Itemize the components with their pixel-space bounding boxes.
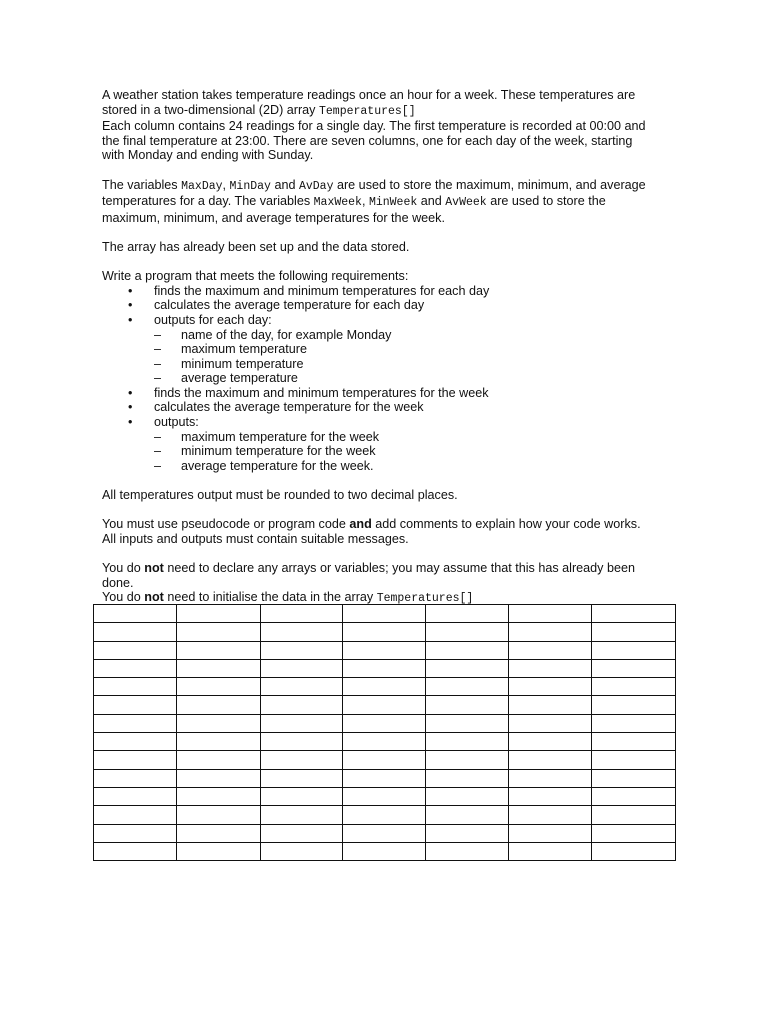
grid-cell[interactable] <box>261 641 343 659</box>
sub-item-text: name of the day, for example Monday <box>181 327 392 342</box>
grid-cell[interactable] <box>177 605 261 623</box>
text-fragment: and <box>270 177 299 192</box>
grid-cell[interactable] <box>177 678 261 696</box>
grid-cell[interactable] <box>94 733 177 751</box>
grid-row <box>94 787 676 805</box>
dash-icon: – <box>154 342 162 357</box>
grid-row <box>94 842 676 860</box>
grid-cell[interactable] <box>343 751 426 769</box>
grid-row <box>94 696 676 714</box>
question-text <box>102 88 658 621</box>
intro-paragraph <box>102 88 658 163</box>
grid-row <box>94 659 676 677</box>
grid-cell[interactable] <box>177 842 261 860</box>
bullet-icon: • <box>128 385 133 400</box>
grid-cell[interactable] <box>261 678 343 696</box>
dash-icon: – <box>154 327 162 342</box>
dash-icon: – <box>154 356 162 371</box>
grid-cell[interactable] <box>261 751 343 769</box>
daily-outputs-list <box>154 328 658 386</box>
grid-cell[interactable] <box>592 714 676 732</box>
weekly-outputs-list <box>154 430 658 474</box>
grid-cell[interactable] <box>509 842 592 860</box>
grid-cell[interactable] <box>343 733 426 751</box>
text-fragment: All inputs and outputs must contain suitable messages. <box>102 531 409 546</box>
answer-grid-body <box>94 605 676 861</box>
grid-cell[interactable] <box>426 751 509 769</box>
bullet-icon: • <box>128 283 133 298</box>
grid-cell[interactable] <box>94 605 177 623</box>
text-fragment: need to initialise the data in the array <box>163 590 377 605</box>
grid-cell[interactable] <box>426 733 509 751</box>
grid-cell[interactable] <box>177 806 261 824</box>
grid-cell[interactable] <box>592 733 676 751</box>
grid-cell[interactable] <box>426 678 509 696</box>
grid-cell[interactable] <box>509 769 592 787</box>
grid-row <box>94 714 676 732</box>
grid-cell[interactable] <box>509 696 592 714</box>
list-item-text: finds the maximum and minimum temperatures for each day <box>154 283 490 298</box>
grid-cell[interactable] <box>177 824 261 842</box>
grid-cell[interactable] <box>509 641 592 659</box>
instructions-paragraph <box>102 517 658 546</box>
text-fragment: The variables <box>102 177 182 192</box>
list-item-text: outputs for each day: <box>154 312 272 327</box>
grid-cell[interactable] <box>343 806 426 824</box>
grid-cell[interactable] <box>509 714 592 732</box>
grid-cell[interactable] <box>343 678 426 696</box>
dash-icon: – <box>154 444 162 459</box>
grid-cell[interactable] <box>343 623 426 641</box>
sub-list-item <box>154 328 658 343</box>
bullet-icon: • <box>128 298 133 313</box>
grid-cell[interactable] <box>177 769 261 787</box>
grid-cell[interactable] <box>509 605 592 623</box>
grid-cell[interactable] <box>261 733 343 751</box>
grid-cell[interactable] <box>177 733 261 751</box>
grid-cell[interactable] <box>592 787 676 805</box>
grid-cell[interactable] <box>592 605 676 623</box>
grid-cell[interactable] <box>94 769 177 787</box>
grid-cell[interactable] <box>261 696 343 714</box>
text-fragment: add comments to explain how your code works. <box>371 517 641 532</box>
grid-cell[interactable] <box>343 824 426 842</box>
grid-cell[interactable] <box>592 751 676 769</box>
grid-cell[interactable] <box>94 806 177 824</box>
maxweek-code: MaxWeek <box>313 196 362 210</box>
grid-cell[interactable] <box>343 696 426 714</box>
sub-list-item <box>154 342 658 357</box>
grid-cell[interactable] <box>509 623 592 641</box>
grid-cell[interactable] <box>177 696 261 714</box>
list-item-text: outputs: <box>154 415 199 430</box>
grid-cell[interactable] <box>426 769 509 787</box>
grid-cell[interactable] <box>592 806 676 824</box>
grid-row <box>94 824 676 842</box>
grid-row <box>94 733 676 751</box>
grid-cell[interactable] <box>509 751 592 769</box>
text-fragment: are used to store the maximum, minimum, and average temperatures for a day. The variables <box>102 177 646 209</box>
grid-cell[interactable] <box>261 769 343 787</box>
grid-row <box>94 769 676 787</box>
declaration-paragraph <box>102 561 658 607</box>
temperatures-array-code: Temperatures[] <box>318 104 416 118</box>
variables-paragraph <box>102 178 658 226</box>
grid-row <box>94 806 676 824</box>
requirements-section <box>102 269 658 473</box>
intro-text: A weather station takes temperature readings once an hour for a week. These temperatures are stored in a two-dimensional (2D) array <box>102 88 636 117</box>
sub-list-item <box>154 430 658 445</box>
grid-cell[interactable] <box>592 842 676 860</box>
grid-row <box>94 605 676 623</box>
grid-cell[interactable] <box>343 787 426 805</box>
dash-icon: – <box>154 429 162 444</box>
sub-list-item <box>154 371 658 386</box>
sub-item-text: minimum temperature for the week <box>181 444 376 459</box>
grid-cell[interactable] <box>261 806 343 824</box>
grid-cell[interactable] <box>261 605 343 623</box>
list-item <box>102 415 658 473</box>
avweek-code: AvWeek <box>445 196 487 210</box>
sub-item-text: average temperature <box>181 371 298 386</box>
grid-cell[interactable] <box>343 659 426 677</box>
grid-row <box>94 641 676 659</box>
grid-cell[interactable] <box>592 678 676 696</box>
list-item-text: calculates the average temperature for the week <box>154 400 424 415</box>
grid-cell[interactable] <box>509 806 592 824</box>
sub-item-text: maximum temperature <box>181 342 307 357</box>
grid-cell[interactable] <box>177 641 261 659</box>
sub-item-text: minimum temperature <box>181 356 304 371</box>
grid-cell[interactable] <box>509 659 592 677</box>
grid-cell[interactable] <box>177 751 261 769</box>
text-fragment: You do <box>102 561 145 575</box>
minday-code: MinDay <box>229 179 271 193</box>
setup-paragraph: The array has already been set up and the data stored. <box>102 239 410 254</box>
sub-list-item <box>154 357 658 372</box>
sub-item-text: average temperature for the week. <box>181 458 374 473</box>
grid-cell[interactable] <box>261 787 343 805</box>
grid-row <box>94 751 676 769</box>
text-fragment: and <box>417 194 446 209</box>
rounding-paragraph: All temperatures output must be rounded to two decimal places. <box>102 488 458 503</box>
grid-cell[interactable] <box>343 714 426 732</box>
list-item-text: calculates the average temperature for each day <box>154 298 425 313</box>
grid-cell[interactable] <box>343 641 426 659</box>
grid-cell[interactable] <box>94 824 177 842</box>
grid-cell[interactable] <box>509 824 592 842</box>
grid-cell[interactable] <box>177 623 261 641</box>
grid-cell[interactable] <box>177 714 261 732</box>
grid-cell[interactable] <box>592 659 676 677</box>
answer-grid <box>93 604 676 861</box>
list-item-text: finds the maximum and minimum temperatures for the week <box>154 385 489 400</box>
grid-cell[interactable] <box>426 641 509 659</box>
emphasis-not: not <box>144 561 164 575</box>
dash-icon: – <box>154 371 162 386</box>
grid-cell[interactable] <box>592 623 676 641</box>
grid-cell[interactable] <box>592 696 676 714</box>
bullet-icon: • <box>128 312 133 327</box>
sub-list-item <box>154 459 658 474</box>
bullet-icon: • <box>128 400 133 415</box>
grid-cell[interactable] <box>426 696 509 714</box>
grid-cell[interactable] <box>592 824 676 842</box>
grid-cell[interactable] <box>426 714 509 732</box>
text-fragment: , <box>361 194 369 209</box>
sub-list-item <box>154 444 658 459</box>
grid-cell[interactable] <box>426 659 509 677</box>
text-fragment: You must use pseudocode or program code <box>102 517 350 532</box>
list-item <box>102 284 658 299</box>
grid-cell[interactable] <box>509 678 592 696</box>
grid-cell[interactable] <box>94 751 177 769</box>
grid-cell[interactable] <box>261 842 343 860</box>
grid-cell[interactable] <box>261 623 343 641</box>
grid-cell[interactable] <box>94 623 177 641</box>
grid-cell[interactable] <box>509 787 592 805</box>
requirements-intro: Write a program that meets the following requirements: <box>102 269 409 284</box>
text-fragment: need to declare any arrays or variables; you may assume that this has already been done. <box>102 561 635 590</box>
grid-cell[interactable] <box>426 605 509 623</box>
grid-cell[interactable] <box>509 733 592 751</box>
text-fragment: are used to store the maximum, minimum, and average temperatures for the week. <box>102 194 606 225</box>
grid-cell[interactable] <box>426 806 509 824</box>
grid-cell[interactable] <box>261 659 343 677</box>
grid-cell[interactable] <box>261 714 343 732</box>
grid-cell[interactable] <box>94 696 177 714</box>
emphasis-and: and <box>349 517 372 532</box>
grid-cell[interactable] <box>94 787 177 805</box>
temperatures-array-code: Temperatures[] <box>376 592 474 606</box>
grid-cell[interactable] <box>426 842 509 860</box>
grid-cell[interactable] <box>426 623 509 641</box>
list-item <box>102 400 658 415</box>
text-fragment: , <box>222 177 230 192</box>
grid-cell[interactable] <box>177 659 261 677</box>
list-item <box>102 386 658 401</box>
grid-cell[interactable] <box>343 842 426 860</box>
grid-cell[interactable] <box>94 641 177 659</box>
list-item <box>102 313 658 386</box>
grid-cell[interactable] <box>177 787 261 805</box>
minweek-code: MinWeek <box>368 196 418 210</box>
requirements-list <box>102 284 658 474</box>
bullet-icon: • <box>128 415 133 430</box>
text-fragment: You do <box>102 590 145 605</box>
grid-cell[interactable] <box>261 824 343 842</box>
grid-cell[interactable] <box>94 678 177 696</box>
grid-cell[interactable] <box>94 714 177 732</box>
grid-cell[interactable] <box>343 769 426 787</box>
list-item <box>102 298 658 313</box>
columns-description: Each column contains 24 readings for a single day. The first temperature is recorded at 00:00 and the final temperature at 23:00. There are seven columns, one for each day of the week, starting with Monday and ending with Sunday. <box>102 119 646 163</box>
grid-cell[interactable] <box>343 605 426 623</box>
grid-cell[interactable] <box>94 659 177 677</box>
avday-code: AvDay <box>298 179 334 193</box>
emphasis-not: not <box>144 590 164 605</box>
grid-row <box>94 678 676 696</box>
grid-row <box>94 623 676 641</box>
sub-item-text: maximum temperature for the week <box>181 429 380 444</box>
grid-cell[interactable] <box>592 641 676 659</box>
grid-cell[interactable] <box>426 824 509 842</box>
dash-icon: – <box>154 458 162 473</box>
grid-cell[interactable] <box>592 769 676 787</box>
grid-cell[interactable] <box>426 787 509 805</box>
maxday-code: MaxDay <box>181 179 223 193</box>
grid-cell[interactable] <box>94 842 177 860</box>
